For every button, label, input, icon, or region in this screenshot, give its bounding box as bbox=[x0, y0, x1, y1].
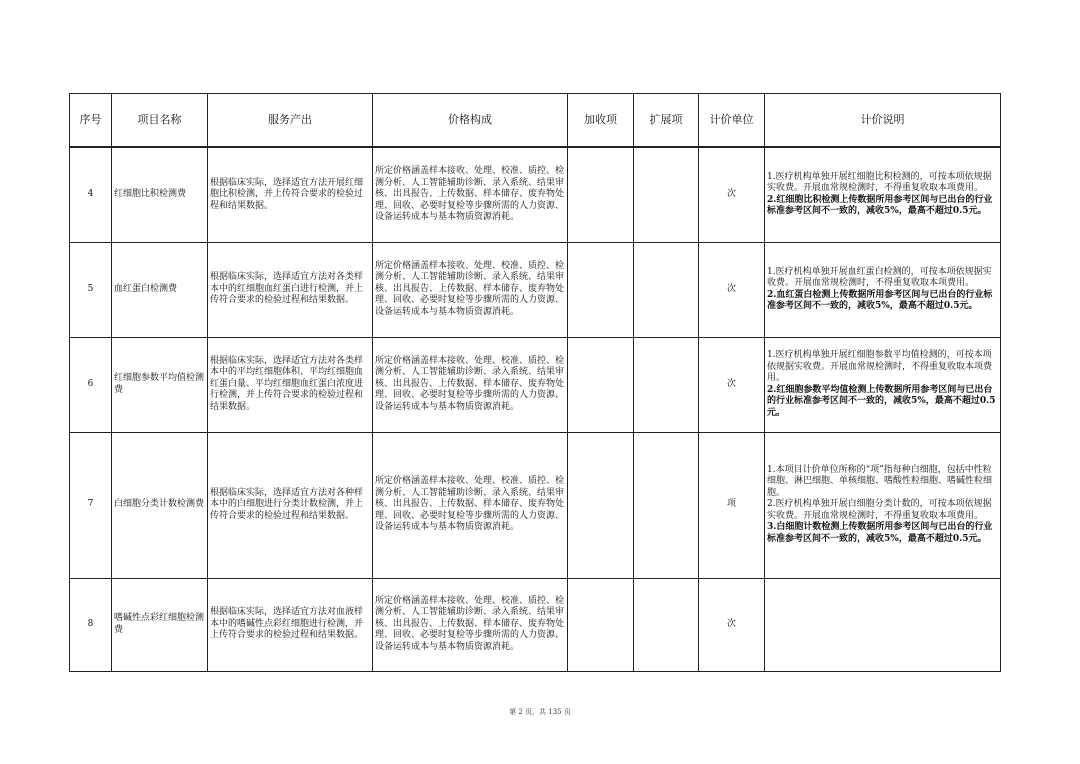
cell-surcharge bbox=[568, 147, 634, 242]
cell-output: 根据临床实际，选择适宜方法对各种样本中的白细胞进行分类计数检测，并上传符合要求的检验过程和结果数据。 bbox=[208, 432, 373, 578]
header-seq: 序号 bbox=[70, 94, 112, 148]
cell-unit: 次 bbox=[699, 578, 765, 671]
table-header-row bbox=[70, 94, 1001, 148]
cell-extension bbox=[634, 432, 699, 578]
cell-surcharge bbox=[568, 578, 634, 671]
cell-notes bbox=[765, 337, 1001, 432]
cell-surcharge bbox=[568, 242, 634, 337]
cell-notes bbox=[765, 242, 1001, 337]
header-unit: 计价单位 bbox=[699, 94, 765, 148]
table-row bbox=[70, 147, 1001, 242]
cell-seq: 5 bbox=[70, 242, 112, 337]
cell-unit: 次 bbox=[699, 337, 765, 432]
table-row bbox=[70, 578, 1001, 671]
table-row bbox=[70, 242, 1001, 337]
cell-seq: 8 bbox=[70, 578, 112, 671]
header-price: 价格构成 bbox=[373, 94, 568, 148]
cell-extension bbox=[634, 337, 699, 432]
cell-output: 根据临床实际，选择适宜方法对各类样本中的平均红细胞体积、平均红细胞血红蛋白量、平均红细胞血红蛋白浓度进行检测，并上传符合要求的检验过程和结果数据。 bbox=[208, 337, 373, 432]
table-row bbox=[70, 432, 1001, 578]
note-line: 1.医疗机构单独开展红细胞比积检测的，可按本项依规据实收费。开展血常规检测时，不得重复收取本项费用。 bbox=[767, 171, 992, 194]
header-name: 项目名称 bbox=[112, 94, 208, 148]
cell-name: 红细胞参数平均值检测费 bbox=[112, 337, 208, 432]
cell-surcharge bbox=[568, 432, 634, 578]
cell-price: 所定价格涵盖样本接收、处理、校准、质控、检测分析、人工智能辅助诊断、录入系统、结果审核、出具报告、上传数据、样本储存、废弃物处理、回收、必要时复检等步骤所需的人力资源、设备运转成本与基本物质资源消耗。 bbox=[373, 432, 568, 578]
cell-unit: 次 bbox=[699, 147, 765, 242]
cell-notes bbox=[765, 578, 1001, 671]
cell-notes bbox=[765, 432, 1001, 578]
cell-name: 红细胞比积检测费 bbox=[112, 147, 208, 242]
note-line: 1.医疗机构单独开展红细胞参数平均值检测的，可按本项依规据实收费。开展血常规检测时，不得重复收取本项费用。 bbox=[767, 350, 993, 383]
note-line: 2.红细胞参数平均值检测上传数据所用参考区间与已出台的行业标准参考区间不一致的，减收5%，最高不超过0.5元。 bbox=[767, 384, 996, 418]
cell-surcharge bbox=[568, 337, 634, 432]
cell-output: 根据临床实际，选择适宜方法对各类样本中的红细胞血红蛋白进行检测，并上传符合要求的检验过程和结果数据。 bbox=[208, 242, 373, 337]
fee-table bbox=[69, 93, 1001, 672]
cell-price: 所定价格涵盖样本接收、处理、校准、质控、检测分析、人工智能辅助诊断、录入系统、结果审核、出具报告、上传数据、样本储存、废弃物处理、回收、必要时复检等步骤所需的人力资源、设备运转成本与基本物质资源消耗。 bbox=[373, 337, 568, 432]
header-notes: 计价说明 bbox=[765, 94, 1001, 148]
table-row bbox=[70, 337, 1001, 432]
note-line: 1.本项目计价单位所称的“项”指每种白细胞，包括中性粒细胞、淋巴细胞、单核细胞、嗜酸性粒细胞、嗜碱性粒细胞。 bbox=[767, 464, 993, 498]
note-line: 1.医疗机构单独开展血红蛋白检测的，可按本项依规据实收费。开展血常规检测时，不得重复收取本项费用。 bbox=[767, 266, 992, 288]
cell-unit: 项 bbox=[699, 432, 765, 578]
cell-price: 所定价格涵盖样本接收、处理、校准、质控、检测分析、人工智能辅助诊断、录入系统、结果审核、出具报告、上传数据、样本储存、废弃物处理、回收、必要时复检等步骤所需的人力资源、设备运转成本与基本物质资源消耗。 bbox=[373, 242, 568, 337]
header-output: 服务产出 bbox=[208, 94, 373, 148]
cell-seq: 4 bbox=[70, 147, 112, 242]
cell-seq: 6 bbox=[70, 337, 112, 432]
cell-price: 所定价格涵盖样本接收、处理、校准、质控、检测分析、人工智能辅助诊断、录入系统、结果审核、出具报告、上传数据、样本储存、废弃物处理、回收、必要时复检等步骤所需的人力资源、设备运转成本与基本物质资源消耗。 bbox=[373, 578, 568, 671]
note-line: 2.血红蛋白检测上传数据所用参考区间与已出台的行业标准参考区间不一致的，减收5%，最高不超过0.5元。 bbox=[767, 289, 993, 311]
cell-name: 白细胞分类计数检测费 bbox=[112, 432, 208, 578]
cell-unit: 次 bbox=[699, 242, 765, 337]
cell-output: 根据临床实际，选择适宜方法对血液样本中的嗜碱性点彩红细胞进行检测，并上传符合要求的检验过程和结果数据。 bbox=[208, 578, 373, 671]
note-line: 2.医疗机构单独开展白细胞分类计数的，可按本项依规据实收费。开展血常规检测时，不得重复收取本项费用。 bbox=[767, 499, 992, 521]
note-line: 2.红细胞比积检测上传数据所用参考区间与已出台的行业标准参考区间不一致的，减收5%，最高不超过0.5元。 bbox=[767, 194, 993, 217]
cell-extension bbox=[634, 578, 699, 671]
cell-extension bbox=[634, 242, 699, 337]
cell-output: 根据临床实际，选择适宜方法开展红细胞比积检测，并上传符合要求的检验过程和结果数据。 bbox=[208, 147, 373, 242]
cell-name: 嗜碱性点彩红细胞检测费 bbox=[112, 578, 208, 671]
cell-price: 所定价格涵盖样本接收、处理、校准、质控、检测分析、人工智能辅助诊断、录入系统、结果审核、出具报告、上传数据、样本储存、废弃物处理、回收、必要时复检等步骤所需的人力资源、设备运转成本与基本物质资源消耗。 bbox=[373, 147, 568, 242]
note-line: 3.白细胞计数检测上传数据所用参考区间与已出台的行业标准参考区间不一致的，减收5%，最高不超过0.5元。 bbox=[767, 522, 993, 544]
header-surcharge: 加收项 bbox=[568, 94, 634, 148]
page-footer: 第 2 页，共 135 页 bbox=[509, 708, 571, 716]
cell-extension bbox=[634, 147, 699, 242]
cell-notes bbox=[765, 147, 1001, 242]
cell-name: 血红蛋白检测费 bbox=[112, 242, 208, 337]
cell-seq: 7 bbox=[70, 432, 112, 578]
header-extension: 扩展项 bbox=[634, 94, 699, 148]
